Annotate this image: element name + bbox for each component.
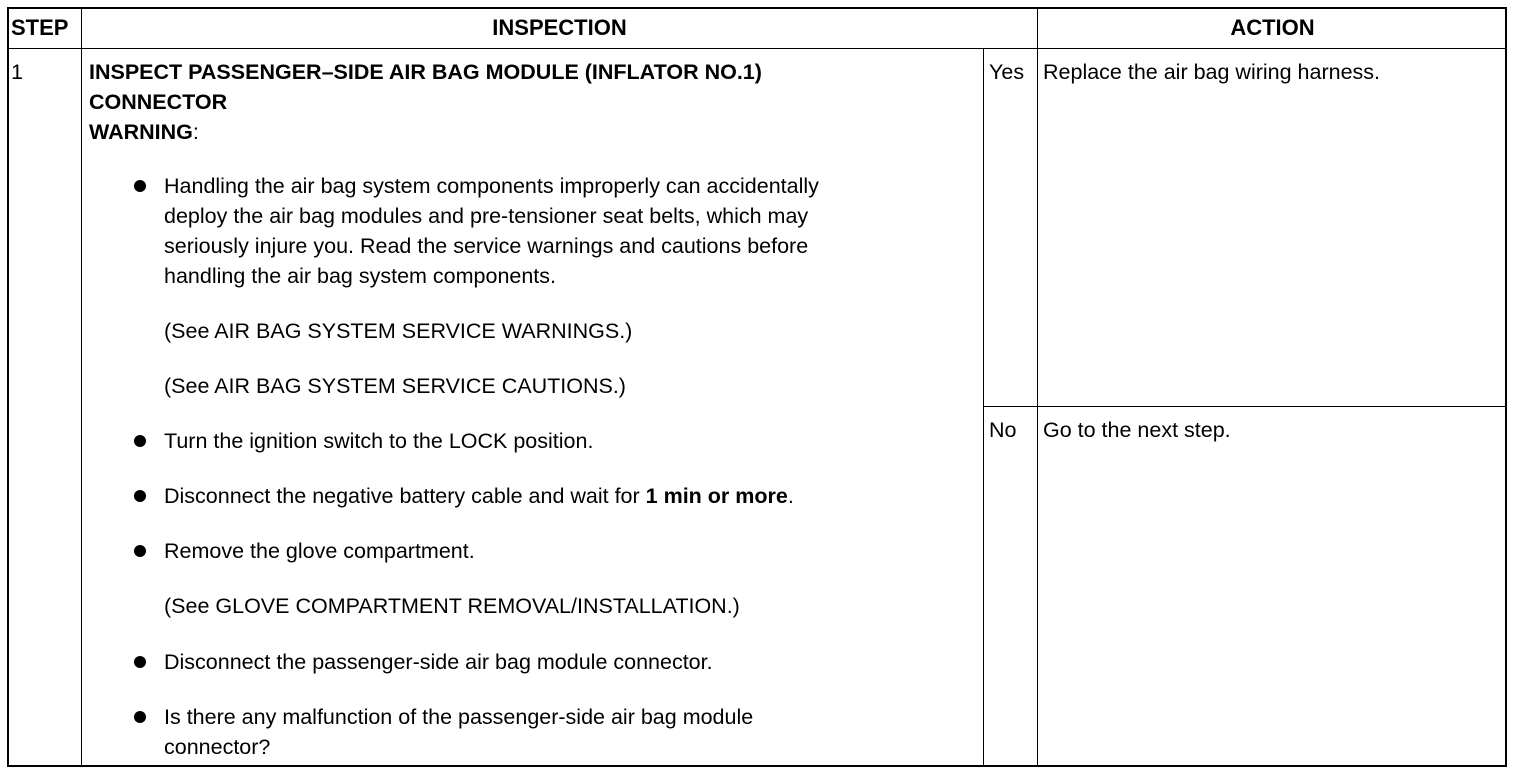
bullet-dot bbox=[134, 435, 146, 447]
bullet-malfunction-question bbox=[164, 702, 753, 762]
bullet-dot bbox=[134, 711, 146, 723]
header-divider bbox=[7, 48, 1507, 49]
divider-inspection-action bbox=[1037, 7, 1038, 767]
ref-service-warnings: (See AIR BAG SYSTEM SERVICE WARNINGS.) bbox=[164, 319, 633, 343]
bullet-line: handling the air bag system components. bbox=[164, 264, 557, 288]
answer-no: No bbox=[989, 418, 1017, 442]
action-no: Go to the next step. bbox=[1043, 418, 1231, 442]
bullet-line: deploy the air bag modules and pre-tensioner seat belts, which may bbox=[164, 204, 809, 228]
step-number: 1 bbox=[11, 60, 23, 84]
header-inspection: INSPECTION bbox=[492, 15, 627, 40]
warning-label: WARNING bbox=[89, 120, 193, 144]
bullet-dot bbox=[134, 545, 146, 557]
answer-yes: Yes bbox=[989, 60, 1025, 84]
bullet-handling-warning bbox=[164, 171, 819, 291]
bullet-dot bbox=[134, 490, 146, 502]
answer-divider bbox=[983, 406, 1507, 407]
battery-wait-time: 1 min or more bbox=[645, 484, 788, 508]
ref-glove-compartment: (See GLOVE COMPARTMENT REMOVAL/INSTALLATION.) bbox=[164, 594, 740, 618]
bullet-remove-glove: Remove the glove compartment. bbox=[164, 539, 475, 563]
ref-service-cautions: (See AIR BAG SYSTEM SERVICE CAUTIONS.) bbox=[164, 374, 626, 398]
inspection-title-line1: INSPECT PASSENGER–SIDE AIR BAG MODULE (INFLATOR NO.1) bbox=[89, 60, 762, 84]
bullet-line: Is there any malfunction of the passenger-side air bag module bbox=[164, 705, 754, 729]
bullet-ignition-lock: Turn the ignition switch to the LOCK position. bbox=[164, 429, 594, 453]
bullet-line: connector? bbox=[164, 735, 271, 759]
warning-colon: : bbox=[192, 120, 199, 144]
battery-period: . bbox=[787, 484, 794, 508]
inspection-title-line2: CONNECTOR bbox=[89, 90, 228, 114]
bullet-disconnect-battery bbox=[164, 481, 794, 511]
inspection-title bbox=[89, 57, 762, 147]
divider-inspection-answer bbox=[983, 48, 984, 767]
battery-text: Disconnect the negative battery cable and wait for bbox=[164, 484, 646, 508]
action-yes: Replace the air bag wiring harness. bbox=[1043, 60, 1381, 84]
warning-heading bbox=[89, 117, 762, 147]
bullet-dot bbox=[134, 656, 146, 668]
bullet-line: Handling the air bag system components improperly can accidentally bbox=[164, 174, 819, 198]
bullet-disconnect-connector: Disconnect the passenger-side air bag module connector. bbox=[164, 650, 713, 674]
bullet-dot bbox=[134, 180, 146, 192]
divider-step-inspection bbox=[81, 7, 82, 767]
header-action: ACTION bbox=[1230, 15, 1315, 40]
header-step: STEP bbox=[11, 15, 69, 40]
bullet-line: seriously injure you. Read the service warnings and cautions before bbox=[164, 234, 809, 258]
